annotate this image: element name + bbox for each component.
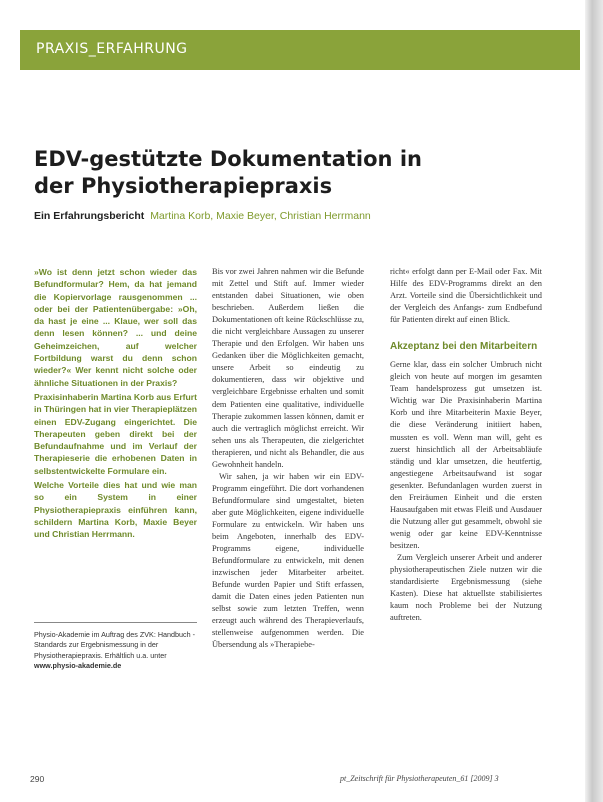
column3-paragraph-1: richt« erfolgt dann per E-Mail oder Fax. Mit Hilfe des EDV-Programms direkt an den Arzt. Vorteile sind die Übersichtlichkeit und der Vergleich des Anfangs- zum Endbefund für Patienten direkt auf einen Blick.: [390, 267, 542, 325]
author-list: Martina Korb, Maxie Beyer, Christian Herrmann: [150, 210, 371, 222]
source-note: [34, 630, 197, 672]
page-edge-shadow: [585, 0, 603, 802]
body-column-2: [212, 266, 364, 652]
column2-paragraph-2: Wir sahen, ja wir haben wir ein EDV-Programm eingeführt. Die dort vorhandenen Befundformulare sind umgestaltet, bieten aber gute Möglichkeiten, eigene individuelle Formulare zu entwickeln. Wir haben uns beim Angeboten, innerhalb des EDV-Programms eigene, individuelle Befundformulare zu entwickeln, mit denen inzwischen jeder Mitarbeiter arbeitet. Befunde wurden Papier und Stift erfassen, damit die Daten eines jeden Patienten nun selbst sowie zum letzten Treffen, wenn erzeugt auch während des Therapieverlaufs, stellenweise aufgenommen werden. Die Übersendung als »Therapiebe-: [212, 471, 364, 650]
subtitle-label: Ein Erfahrungsbericht: [34, 210, 145, 222]
body-column-3: [390, 266, 542, 624]
section-label: PRAXIS_ERFAHRUNG: [36, 41, 188, 57]
note-divider: [34, 622, 197, 623]
intro-teaser: [34, 266, 197, 543]
intro-paragraph-3: Welche Vorteile dies hat und wie man so ein System in einer Physiotherapiepraxis einführen kann, schildern Martina Korb, Maxie Beyer und Christian Herrmann.: [34, 480, 197, 540]
intro-paragraph-2: Praxisinhaberin Martina Korb aus Erfurt in Thüringen hat in vier Therapieplätzen einen EDV-Zugang eingerichtet. Die Therapeuten geben direkt bei der Befundaufnahme und im Verlauf der Therapieserie die erhobenen Daten in selbstentwickelte Formulare ein.: [34, 391, 197, 476]
column3-paragraph-2: Gerne klar, dass ein solcher Umbruch nicht gleich von heute auf morgen im gesamten Team handelsprozess gut umsetzen ist. Wichtig war Die Praxisinhaberin Martina Korb und ihre Mitarbeiterin Maxie Beyer, die diese Veränderung initiiert haben, mussten es voll. Wenn man will, geht es zuerst hinsichtlich all der Arbeitsabläufe ständig und klar umsetzen, die heutfertig, angestiegene Arbeitsaufwand ist sogar gesenkter. Befundanlagen wurden zuerst in den Freiräumen Einheit und die ersten Hausaufgaben mit etwas Fleiß und Ausdauer die Nutzung aller gut gesammelt, obwohl sie wenig oder gar keine EDV-Kenntnisse besitzen.: [390, 360, 542, 550]
title-line-1: EDV-gestützte Dokumentation in: [34, 147, 422, 171]
column3-paragraph-3: Zum Vergleich unserer Arbeit und anderer physiotherapeutischen Ziele nutzen wir die standardisierte Ergebnismessung (siehe Kasten). Diese hat aktuellste stabilisiertes kaum noch Probleme bei der Nutzung auftreten.: [390, 552, 542, 623]
article-subtitle: [34, 210, 574, 222]
source-note-link[interactable]: www.physio-akademie.de: [34, 661, 122, 671]
page-number: 290: [30, 774, 45, 784]
journal-footer: pt_Zeitschrift für Physiotherapeuten_61 [2009] 3: [340, 774, 499, 783]
section-heading-akzeptanz: Akzeptanz bei den Mitarbeitern: [390, 341, 538, 353]
intro-paragraph-1: »Wo ist denn jetzt schon wieder das Befundformular? Hem, da hat jemand die Kopiervorlage rausgenommen ... oder bei der Patientenübergabe: »Oh, da hast je eine ... Klaue, wer soll das denn lesen können? ... und deine Geheimzeichen, auf welcher Fortbildung warst du denn schon wieder?« Wer kennt nicht solche oder ähnliche Situationen in der Praxis?: [34, 267, 197, 388]
article-title: [34, 146, 554, 200]
title-line-2: der Physiotherapiepraxis: [34, 174, 333, 198]
column2-paragraph-1: Bis vor zwei Jahren nahmen wir die Befunde mit Zettel und Stift auf. Immer wieder entstanden dabei Situationen, wie oben beschrieben. Außerdem ließen die Dokumentationen oft keine Rückschlüsse zu, die nicht vergleichbare Aussagen zu unserer Therapie und den Erfolgen. Wir haben uns Gedanken über die Möglichkeiten gemacht, unsere Arbeit so eindeutig zu dokumentieren, dass wir objektive und vergleichbare Ergebnisse erhalten und somit dem Patienten eine qualitative, individuelle Therapie zukommen lassen können, damit er auch die vertraglich möglichst erreicht. Wir sehen uns als Therapeuten, die zielgerichtet therapieren, und nicht als Behandler, die aus Gewohnheit handeln.: [212, 267, 364, 469]
section-banner: [20, 30, 580, 70]
source-note-text: Physio-Akademie im Auftrag des ZVK: Handbuch - Standards zur Ergebnismessung in der Physiotherapiepraxis. Erhältlich u.a. unter: [34, 630, 195, 660]
